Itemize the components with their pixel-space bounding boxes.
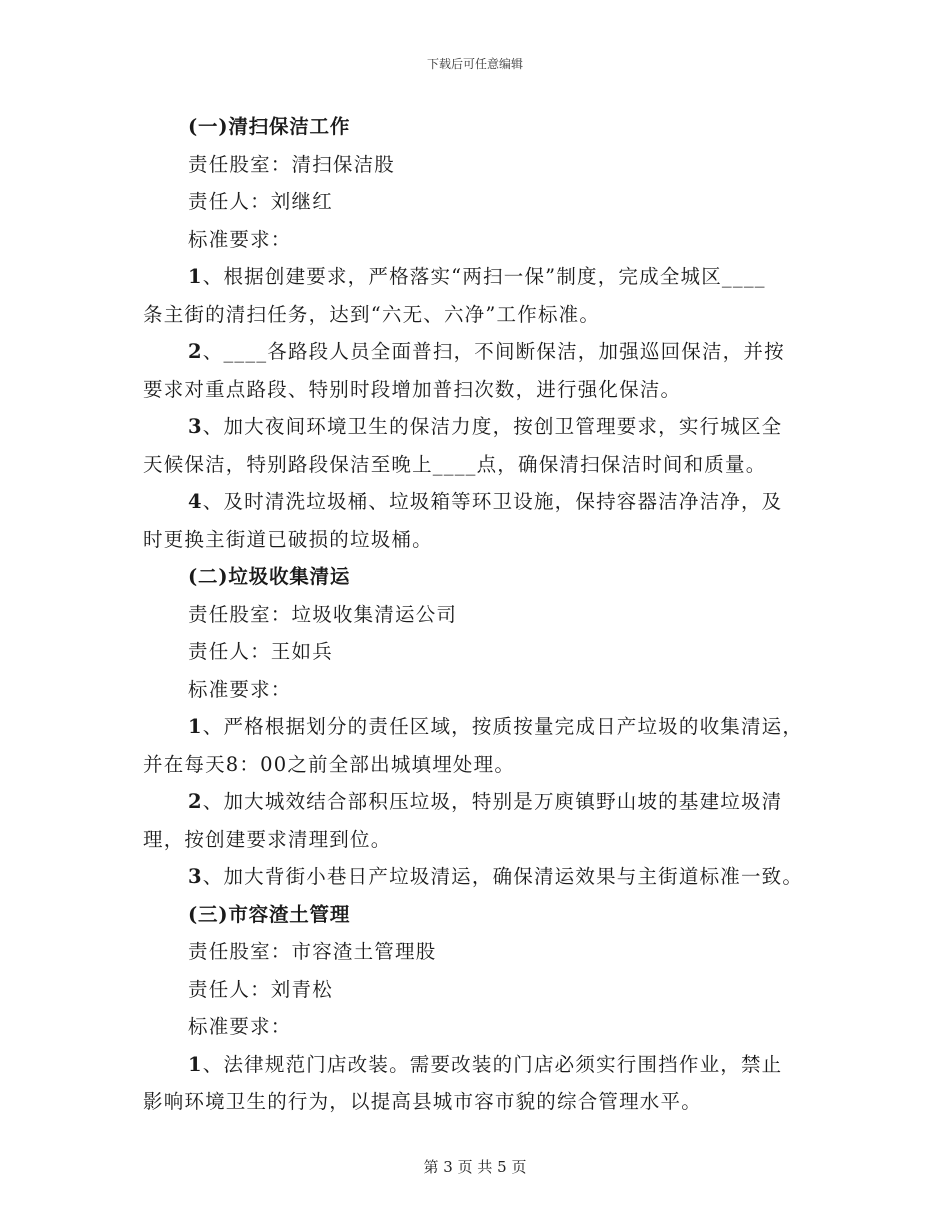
- responsible-person: 责任人：刘青松: [188, 977, 333, 1001]
- requirement-line: 要求对重点路段、特别时段增加普扫次数，进行强化保洁。: [143, 377, 682, 401]
- section-heading: (三)市容渣土管理: [188, 902, 351, 926]
- requirement-line: 并在每天8：00之前全部出城填埋处理。: [143, 752, 516, 776]
- standard-label: 标准要求：: [188, 677, 292, 701]
- page-footer: 第 3 页 共 5 页: [423, 1158, 527, 1176]
- item-number: 3: [188, 415, 203, 438]
- section-heading: (二)垃圾收集清运: [188, 565, 351, 588]
- item-number: 2: [188, 340, 203, 363]
- item-text: 、加大城效结合部积压垃圾，特别是万庾镇野山坡的基建垃圾清: [202, 790, 783, 813]
- item-number: 2: [188, 790, 203, 813]
- requirement-line: 天候保洁，特别路段保洁至晚上____点，确保清扫保洁时间和质量。: [143, 452, 767, 476]
- item-text: 、根据创建要求，严格落实“两扫一保”制度，完成全城区____: [202, 265, 766, 288]
- responsible-person: 责任人：王如兵: [188, 640, 333, 663]
- responsible-person: 责任人：刘继红: [188, 190, 333, 213]
- requirement-line: [143, 408, 823, 446]
- requirement-line: 条主街的清扫任务，达到“六无、六净”工作标准。: [143, 302, 601, 326]
- requirement-line: [143, 333, 823, 371]
- item-number: 4: [188, 490, 203, 513]
- item-number: 3: [188, 865, 203, 888]
- item-text: 、加大背街小巷日产垃圾清运，确保清运效果与主街道标准一致。: [202, 865, 804, 888]
- requirement-line: 理，按创建要求清理到位。: [143, 827, 392, 851]
- requirement-line: [143, 1046, 823, 1084]
- responsible-dept: 责任股室：市容渣土管理股: [188, 940, 437, 963]
- page-header: 下载后可任意编辑: [426, 57, 523, 71]
- standard-label: 标准要求：: [188, 1015, 292, 1038]
- document-body: [143, 108, 823, 1121]
- requirement-line: [143, 708, 823, 746]
- responsible-dept: 责任股室：清扫保洁股: [188, 152, 396, 176]
- item-text: 、加大夜间环境卫生的保洁力度，按创卫管理要求，实行城区全: [202, 415, 783, 438]
- item-number: 1: [188, 1052, 203, 1076]
- item-number: 1: [188, 715, 203, 738]
- item-text: 、法律规范门店改装。需要改装的门店必须实行围挡作业，禁止: [202, 1052, 783, 1076]
- requirement-line: 时更换主街道已破损的垃圾桶。: [143, 527, 433, 551]
- requirement-line: [143, 858, 823, 896]
- requirement-line: [143, 258, 823, 296]
- item-text: 、严格根据划分的责任区域，按质按量完成日产垃圾的收集清运，: [202, 715, 804, 738]
- requirement-line: [143, 783, 823, 821]
- item-text: 、____各路段人员全面普扫，不间断保洁，加强巡回保洁，并按: [202, 340, 785, 363]
- item-text: 、及时清洗垃圾桶、垃圾箱等环卫设施，保持容器洁净洁净，及: [202, 490, 783, 513]
- item-number: 1: [188, 265, 203, 288]
- responsible-dept: 责任股室：垃圾收集清运公司: [188, 602, 458, 626]
- requirement-line: [143, 483, 823, 521]
- section-heading: (一)清扫保洁工作: [188, 115, 351, 138]
- requirement-line: 影响环境卫生的行为，以提高县城市容市貌的综合管理水平。: [143, 1090, 702, 1113]
- standard-label: 标准要求：: [188, 227, 292, 251]
